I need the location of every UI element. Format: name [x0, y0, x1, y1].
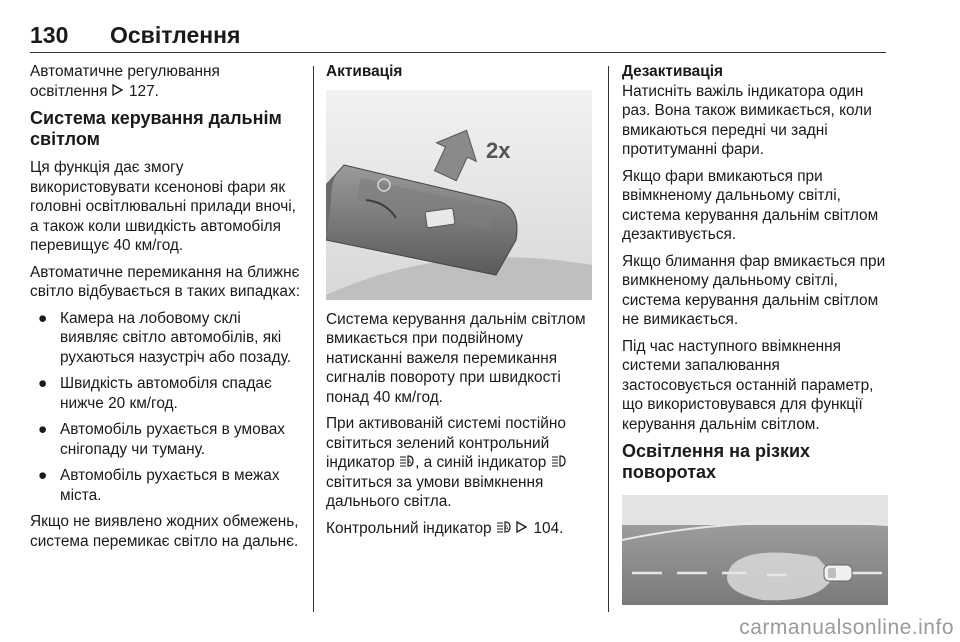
- auto-high-beam-icon: [399, 453, 415, 473]
- press-count-label: 2x: [486, 137, 511, 163]
- bullet-icon: ●: [38, 467, 48, 484]
- column-right: [622, 62, 888, 615]
- triangle-ref-icon[interactable]: [112, 82, 125, 102]
- paragraph-activation: Система керування дальнім світлом вмикається при подвійному натисканні важеля перемикання сигналів повороту при швидкості понад 40 км/год.: [326, 310, 586, 406]
- section-heading-deactivation: Дезактивація: [622, 63, 723, 80]
- intro-text: Автоматичне регулювання освітлення: [30, 63, 220, 100]
- bullet-icon: ●: [38, 421, 48, 438]
- indicators-text-b: , а синій індикатор: [415, 454, 547, 471]
- lever-illustration: [326, 90, 592, 300]
- column-left: [30, 62, 300, 558]
- list-item-text: Швидкість автомобіля спадає нижче 20 км/год.: [60, 375, 272, 412]
- paragraph-deactivation: Натисніть важіль індикатора один раз. Вона також вимикається, коли вмикаються передні чи задні протитуманні фари.: [622, 82, 872, 158]
- high-beam-icon: [551, 453, 567, 473]
- page-title: Освітлення: [110, 22, 241, 48]
- list-item-text: Автомобіль рухається в межах міста.: [60, 467, 280, 504]
- cornering-light-illustration: [622, 495, 888, 605]
- section-heading-cornering-light: Освітлення на різких поворотах: [622, 441, 811, 482]
- svg-text:A: A: [504, 525, 509, 532]
- paragraph-indicators: [326, 414, 598, 512]
- list-item: [30, 374, 300, 413]
- paragraph-flash-off: Якщо блимання фар вмикається при вимкненому дальньому світлі, система керування дальнім світлом не вимикається.: [622, 252, 886, 328]
- paragraph-function: Ця функція дає змогу використовувати ксенонові фари як головні освітлювальні прилади вночі, а також коли швидкість автомобіля перевищує 40 км/год.: [30, 159, 296, 254]
- section-heading-high-beam: Система керування дальнім світлом: [30, 108, 282, 149]
- header-divider: [30, 52, 886, 53]
- paragraph-flash-on: Якщо фари вмикаються при ввімкненому дальньому світлі, система керування дальнім світлом дезактивується.: [622, 167, 879, 243]
- svg-text:A: A: [407, 460, 412, 466]
- watermark: carmanualsonline.info: [739, 616, 954, 639]
- list-item: [30, 309, 300, 368]
- column-divider-2: [608, 66, 609, 612]
- indicators-text-c: світиться за умови ввімкнення дальнього світла.: [326, 473, 544, 510]
- paragraph-auto-switch: Автоматичне перемикання на ближнє світло відбувається в таких випадках:: [30, 263, 300, 300]
- auto-high-beam-icon: [496, 519, 512, 539]
- section-heading-activation: Активація: [326, 63, 403, 80]
- list-item: [30, 466, 300, 505]
- indicator-ref-text: Контрольний індикатор: [326, 519, 492, 537]
- paragraph-no-restrictions: Якщо не виявлено жодних обмежень, система перемикає світло на дальнє.: [30, 513, 299, 550]
- list-item: [30, 420, 300, 459]
- intro-ref-page[interactable]: 127.: [129, 82, 159, 100]
- paragraph-last-setting: Під час наступного ввімкнення системи запалювання застосовується останній параметр, що використовувався для функції керування дальнім світлом.: [622, 337, 874, 433]
- paragraph-indicator-ref: [326, 519, 598, 539]
- indicator-ref-page[interactable]: 104.: [533, 519, 564, 537]
- bullet-icon: ●: [38, 375, 48, 392]
- column-middle: [326, 62, 598, 545]
- conditions-list: [30, 309, 300, 506]
- bullet-icon: ●: [38, 309, 48, 327]
- page-number: 130: [30, 22, 69, 48]
- list-item-text: Автомобіль рухається в умовах снігопаду чи туману.: [60, 421, 285, 458]
- page-header: [30, 22, 900, 52]
- column-divider-1: [313, 66, 314, 612]
- list-item-text: Камера на лобовому склі виявляє світло автомобілів, які рухаються назустріч або позаду.: [60, 309, 292, 366]
- indicators-text-a: При активованій системі постійно світиться зелений контрольний індикатор: [326, 415, 566, 471]
- intro-paragraph: [30, 62, 300, 101]
- triangle-ref-icon[interactable]: [516, 519, 529, 539]
